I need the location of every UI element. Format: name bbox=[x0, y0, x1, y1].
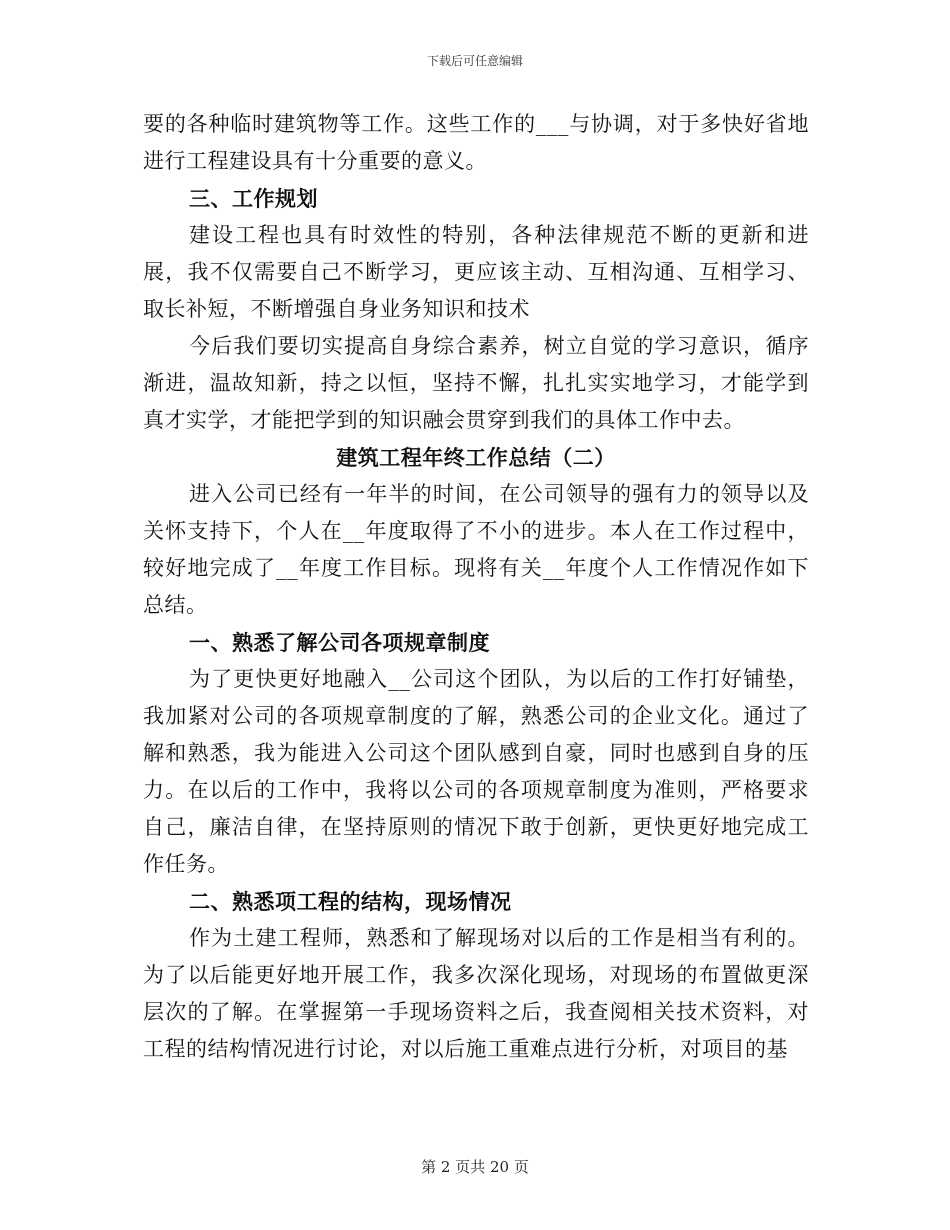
section-heading-project-structure: 二、熟悉项工程的结构，现场情况 bbox=[189, 889, 512, 914]
paragraph: 作为土建工程师，熟悉和了解现场对以后的工作是相当有利的。为了以后能更好地开展工作，我多次深化现场，对现场的布置做更深层次的了解。在掌握第一手现场资料之后，我查阅相关技术资料，对工程的结构情况进行讨论，对以后施工重难点进行分析，对项目的基 bbox=[143, 926, 809, 1061]
paragraph: 为了更快更好地融入__公司这个团队，为以后的工作打好铺垫，我加紧对公司的各项规章制度的了解，熟悉公司的企业文化。通过了解和熟悉，我为能进入公司这个团队感到自豪，同时也感到自身的压力。在以后的工作中，我将以公司的各项规章制度为准则，严格要求自己，廉洁自律，在坚持原则的情况下敢于创新，更快更好地完成工作任务。 bbox=[143, 667, 809, 876]
paragraph: 建设工程也具有时效性的特别，各种法律规范不断的更新和进展，我不仅需要自己不断学习，更应该主动、互相沟通、互相学习、取长补短，不断增强自身业务知识和技术 bbox=[143, 223, 809, 321]
paragraph-continuation: 要的各种临时建筑物等工作。这些工作的___与协调，对于多快好省地进行工程建设具有十分重要的意义。 bbox=[143, 112, 809, 173]
section-heading-work-plan: 三、工作规划 bbox=[189, 186, 318, 211]
paragraph: 进入公司已经有一年半的时间，在公司领导的强有力的领导以及关怀支持下，个人在__年度取得了不小的进步。本人在工作过程中，较好地完成了__年度工作目标。现将有关__年度个人工作情况作如下总结。 bbox=[143, 482, 809, 617]
document-title: 建筑工程年终工作总结（二） bbox=[336, 445, 616, 470]
page-header: 下载后可任意编辑 bbox=[426, 54, 523, 68]
document-body bbox=[143, 106, 809, 1068]
section-heading-company-rules: 一、熟悉了解公司各项规章制度 bbox=[189, 630, 490, 655]
page-footer: 第 2 页共 20 页 bbox=[421, 1158, 529, 1176]
paragraph: 今后我们要切实提高自身综合素养，树立自觉的学习意识，循序渐进，温故知新，持之以恒，坚持不懈，扎扎实实地学习，才能学到真才实学，才能把学到的知识融会贯穿到我们的具体工作中去。 bbox=[143, 334, 809, 432]
